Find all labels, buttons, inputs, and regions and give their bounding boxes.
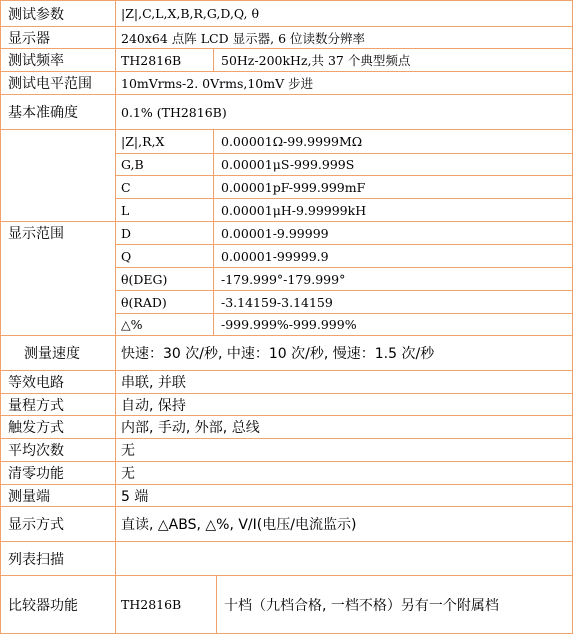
row-value-display-mode: 直读, △ABS, △%, V/I(电压/电流监示): [121, 517, 357, 533]
row-label-averaging: 平均次数: [8, 443, 64, 459]
display-range-value: -3.14159-3.14159: [221, 294, 333, 310]
row-label-test-params: 测试参数: [8, 6, 64, 23]
grid-line: [0, 461, 572, 462]
row-value-frequency: 50Hz-200kHz,共 37 个典型频点: [221, 53, 411, 68]
row-value-trigger: 内部, 手动, 外部, 总线: [121, 420, 260, 436]
row-model-comparator: TH2816B: [121, 597, 182, 612]
display-range-value: 0.00001-9.99999: [221, 225, 329, 241]
display-range-value: -179.999°-179.999°: [221, 271, 346, 287]
display-range-value: 0.00001μS-999.999S: [221, 157, 355, 172]
row-label-display-mode: 显示方式: [8, 517, 64, 533]
row-value-averaging: 无: [121, 443, 135, 459]
grid-line: [0, 484, 572, 485]
row-label-trigger: 触发方式: [8, 420, 64, 436]
display-range-param: D: [121, 225, 132, 241]
row-label-display: 显示器: [8, 30, 50, 47]
row-value-speed: 快速：30 次/秒, 中速：10 次/秒, 慢速：1.5 次/秒: [121, 346, 435, 362]
display-range-param: C: [121, 179, 131, 195]
grid-line: [0, 370, 572, 371]
display-range-param: Q: [121, 248, 132, 264]
grid-line: [0, 0, 572, 1]
row-label-equiv-circuit: 等效电路: [8, 375, 64, 391]
row-label-speed: 测量速度: [24, 346, 80, 362]
display-range-value: 0.00001μH-9.99999kH: [221, 202, 367, 218]
row-label-accuracy: 基本准确度: [8, 105, 78, 121]
row-model-frequency: TH2816B: [121, 52, 182, 68]
row-value-comparator: 十档（九档合格, 一档不格）另有一个附属档: [224, 597, 499, 614]
row-label-level-range: 测试电平范围: [8, 76, 92, 92]
grid-line: [0, 541, 572, 542]
display-range-value: 0.00001Ω-99.9999MΩ: [221, 134, 363, 149]
row-value-test-params: |Z|,C,L,X,B,R,G,D,Q, θ: [121, 6, 260, 21]
grid-line: [0, 438, 572, 439]
display-range-label: 显示范围: [8, 226, 64, 242]
display-range-param: |Z|,R,X: [121, 134, 165, 149]
row-value-range-mode: 自动, 保持: [121, 397, 186, 414]
display-range-value: 0.00001-99999.9: [221, 248, 329, 264]
grid-line: [0, 415, 572, 416]
row-label-range-mode: 量程方式: [8, 397, 64, 414]
grid-line: [0, 94, 572, 95]
grid-line: [216, 575, 217, 634]
grid-line: [0, 393, 572, 394]
grid-line: [115, 244, 572, 245]
display-range-param: θ(DEG): [121, 271, 168, 287]
row-value-display: 240x64 点阵 LCD 显示器, 6 位读数分辨率: [121, 30, 365, 46]
row-label-comparator: 比较器功能: [8, 597, 78, 614]
row-value-level-range: 10mVrms-2. 0Vrms,10mV 步进: [121, 76, 314, 91]
row-label-zeroing: 清零功能: [8, 466, 64, 482]
row-label-terminals: 测量端: [8, 488, 50, 505]
display-range-param: G,B: [121, 157, 144, 172]
row-label-list-sweep: 列表扫描: [8, 551, 64, 568]
display-range-value: -999.999%-999.999%: [221, 317, 357, 332]
display-range-param: L: [121, 202, 130, 218]
row-value-terminals: 5 端: [121, 488, 149, 505]
row-value-equiv-circuit: 串联, 并联: [121, 375, 186, 391]
grid-line: [213, 129, 214, 336]
grid-line: [115, 0, 116, 634]
grid-line: [115, 290, 572, 291]
grid-line: [213, 48, 214, 72]
row-value-zeroing: 无: [121, 466, 135, 482]
row-label-frequency: 测试频率: [8, 53, 64, 69]
display-range-value: 0.00001pF-999.999mF: [221, 179, 366, 195]
grid-line: [0, 0, 1, 634]
display-range-param: △%: [121, 317, 143, 332]
display-range-param: θ(RAD): [121, 294, 167, 310]
row-value-accuracy: 0.1% (TH2816B): [121, 104, 227, 120]
